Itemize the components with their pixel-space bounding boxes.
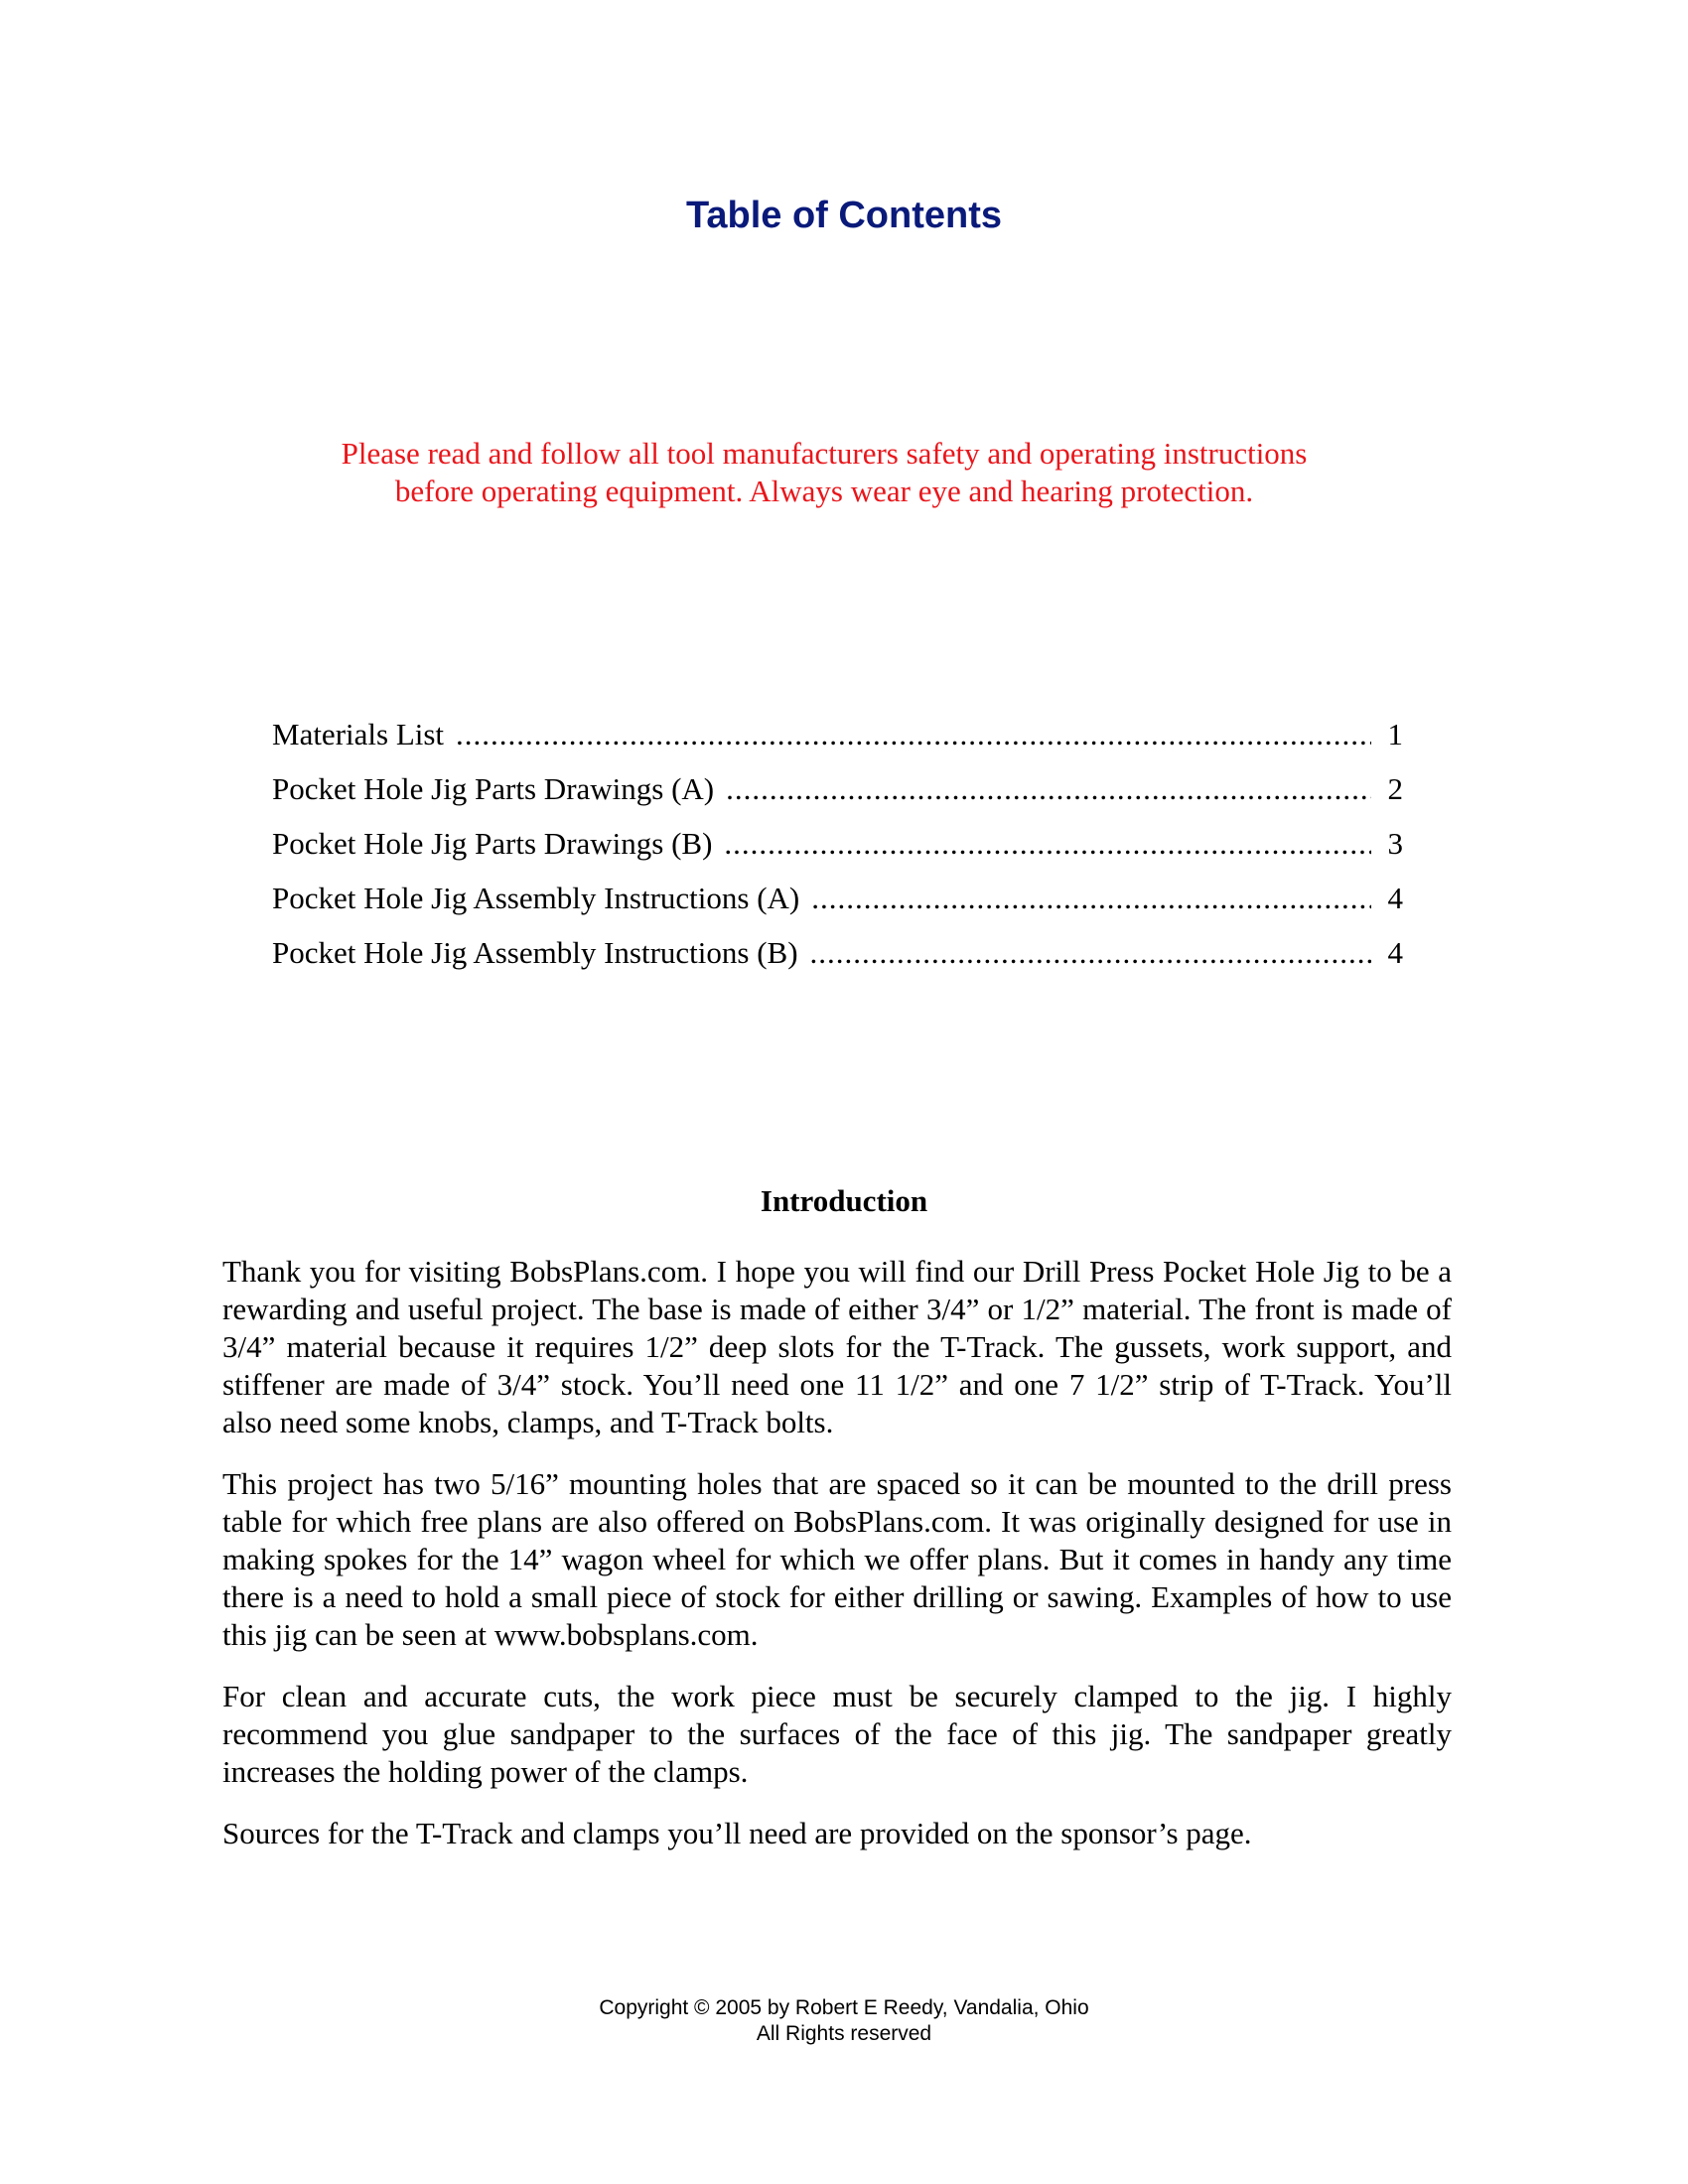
toc-entry[interactable] <box>272 771 1403 826</box>
introduction-paragraph: This project has two 5/16” mounting holes that are spaced so it can be mounted to the drill press table for which free plans are also offered on BobsPlans.com. It was originally designed for use in making spokes for the 14” wagon wheel for which we offer plans. But it comes in handy any time there is a need to hold a small piece of stock for either drilling or sawing. Examples of how to use this jig can be seen at www.bobsplans.com. <box>222 1466 1452 1652</box>
toc-entry[interactable] <box>272 826 1403 881</box>
introduction-heading: Introduction <box>760 1183 928 1218</box>
toc-leader-dots <box>726 771 1371 807</box>
toc-entry-page: 4 <box>1387 881 1403 915</box>
toc-entry[interactable] <box>272 881 1403 935</box>
toc-entry-page: 1 <box>1387 717 1403 751</box>
introduction-paragraph: Thank you for visiting BobsPlans.com. I hope you will find our Drill Press Pocket Hole Jig to be a rewarding and useful project. The base is made of either 3/4” or 1/2” material. The front is made of 3/4” material because it requires 1/2” deep slots for the T-Track. The gussets, work support, and stiffener are made of 3/4” stock. You’ll need one 11 1/2” and one 7 1/2” strip of T-Track. You’ll also need some knobs, clamps, and T-Track bolts. <box>222 1254 1452 1439</box>
table-of-contents <box>272 717 1403 990</box>
copyright-footer <box>0 1995 1688 2047</box>
toc-entry-page: 3 <box>1387 826 1403 861</box>
introduction-paragraph: For clean and accurate cuts, the work piece must be securely clamped to the jig. I highly recommend you glue sandpaper to the surfaces of the face of this jig. The sandpaper greatly increases the holding power of the clamps. <box>222 1679 1452 1789</box>
toc-entry[interactable] <box>272 935 1403 990</box>
page-title: Table of Contents <box>685 195 1003 236</box>
toc-leader-dots <box>811 881 1371 916</box>
toc-entry-title: Pocket Hole Jig Assembly Instructions (B) <box>272 935 798 970</box>
toc-entry-page: 4 <box>1387 935 1403 970</box>
safety-notice: Please read and follow all tool manufacturers safety and operating instructions before operating equipment. Always wear eye and hearing protection. <box>341 436 1308 508</box>
toc-entry-title: Pocket Hole Jig Parts Drawings (B) <box>272 826 713 861</box>
toc-entry-title: Pocket Hole Jig Assembly Instructions (A) <box>272 881 800 915</box>
toc-entry[interactable] <box>272 717 1403 771</box>
rights-reserved-line: All Rights reserved <box>756 2022 932 2045</box>
toc-leader-dots <box>456 717 1371 752</box>
introduction-paragraph: Sources for the T-Track and clamps you’ll need are provided on the sponsor’s page. <box>222 1816 1252 1850</box>
toc-leader-dots <box>810 935 1371 971</box>
toc-entry-title: Pocket Hole Jig Parts Drawings (A) <box>272 771 715 806</box>
copyright-line: Copyright © 2005 by Robert E Reedy, Vandalia, Ohio <box>599 1996 1089 2019</box>
toc-leader-dots <box>724 826 1371 862</box>
introduction-body <box>222 1253 1452 1876</box>
toc-entry-title: Materials List <box>272 717 445 751</box>
toc-entry-page: 2 <box>1387 771 1403 806</box>
